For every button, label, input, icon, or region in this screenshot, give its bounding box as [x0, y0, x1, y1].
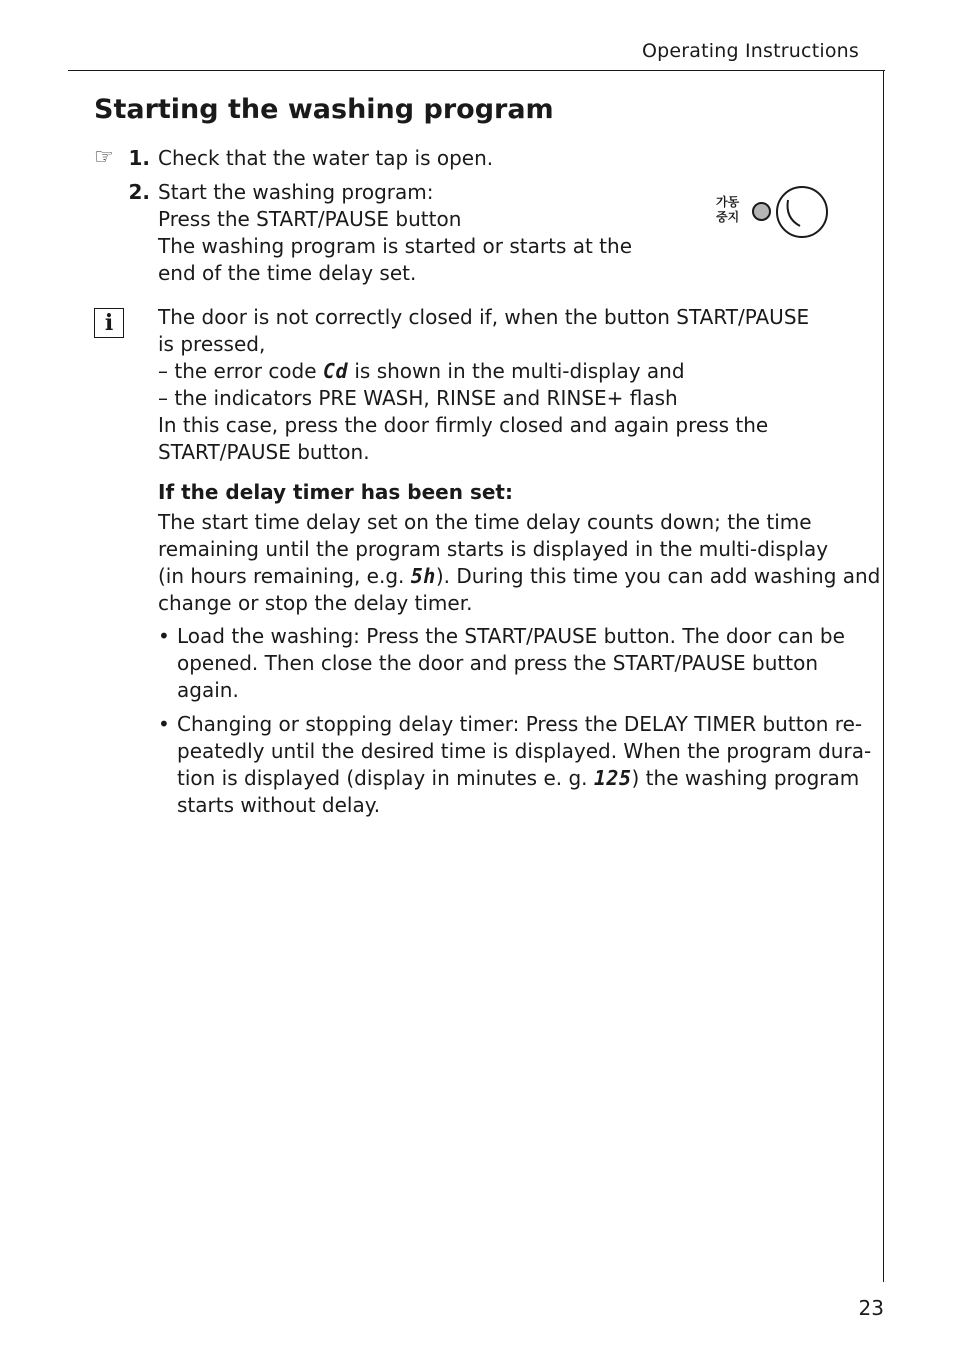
bullet-dot: •: [158, 624, 170, 648]
page-number: 23: [858, 1296, 884, 1320]
bullet-span: ) the washing program: [631, 766, 860, 790]
hours-display: 5h: [410, 564, 436, 588]
delay-timer-heading: If the delay timer has been set:: [158, 480, 513, 504]
step-2-number: 2.: [128, 180, 150, 204]
step-2-text: [158, 179, 638, 287]
side-rule: [883, 70, 884, 1282]
info-line: In this case, press the door firmly closed and again press the: [158, 413, 769, 437]
bullet-line-minutes: [177, 765, 867, 792]
step-1-number: 1.: [128, 146, 150, 170]
delay-line: remaining until the program starts is displayed in the multi-display: [158, 537, 829, 561]
panel-label-line: 중지: [716, 210, 740, 224]
bullet-line: peatedly until the desired time is displayed. When the program dura-: [177, 739, 872, 763]
indicator-led-icon: [752, 202, 771, 221]
info-line: START/PAUSE button.: [158, 440, 370, 464]
delay-line: The start time delay set on the time delay counts down; the time: [158, 510, 812, 534]
start-pause-knob-icon: [776, 186, 828, 238]
info-text: is shown in the multi-display and: [348, 359, 685, 383]
minutes-display: 125: [593, 766, 632, 790]
delay-line-hours: [158, 563, 881, 590]
bullet-text: [177, 623, 867, 704]
bullet-line: starts without delay.: [177, 793, 381, 817]
info-icon: i: [94, 308, 124, 338]
panel-label-line: 가동: [716, 195, 740, 209]
info-note: [158, 304, 858, 466]
pointing-hand-icon: ☞: [94, 145, 114, 170]
info-line: – the indicators PRE WASH, RINSE and RINSE+ flash: [158, 386, 678, 410]
step-1-text: Check that the water tap is open.: [158, 146, 494, 170]
bullet-text: [177, 711, 872, 819]
info-line-error-code: [158, 358, 858, 385]
panel-label: [716, 195, 739, 225]
start-pause-panel-graphic: [712, 186, 832, 242]
delay-line: change or stop the delay timer.: [158, 591, 473, 615]
delay-timer-paragraph: [158, 509, 881, 617]
error-code-display: Cd: [322, 359, 348, 383]
step-2-line: The washing program is started or starts at the: [158, 234, 633, 258]
page-title: Starting the washing program: [94, 94, 554, 125]
bullet-line: again.: [177, 678, 239, 702]
bullet-span: tion is displayed (display in minutes e. g.: [177, 766, 594, 790]
header-rule: [68, 70, 885, 71]
header-section-label: Operating Instructions: [641, 40, 859, 62]
info-line: The door is not correctly closed if, when the button START/PAUSE: [158, 305, 810, 329]
bullet-line: Load the washing: Press the START/PAUSE button. The door can be: [177, 624, 845, 648]
info-line: is pressed,: [158, 332, 266, 356]
delay-text: (in hours remaining, e.g.: [158, 564, 411, 588]
info-text: – the error code: [158, 359, 323, 383]
step-2-line: Start the washing program:: [158, 180, 434, 204]
delay-text: ). During this time you can add washing and: [435, 564, 881, 588]
step-2-line: Press the START/PAUSE button: [158, 207, 462, 231]
bullet-line: Changing or stopping delay timer: Press the DELAY TIMER button re-: [177, 712, 863, 736]
bullet-line: opened. Then close the door and press the START/PAUSE button: [177, 651, 818, 675]
step-2-line: end of the time delay set.: [158, 261, 417, 285]
bullet-dot: •: [158, 712, 170, 736]
